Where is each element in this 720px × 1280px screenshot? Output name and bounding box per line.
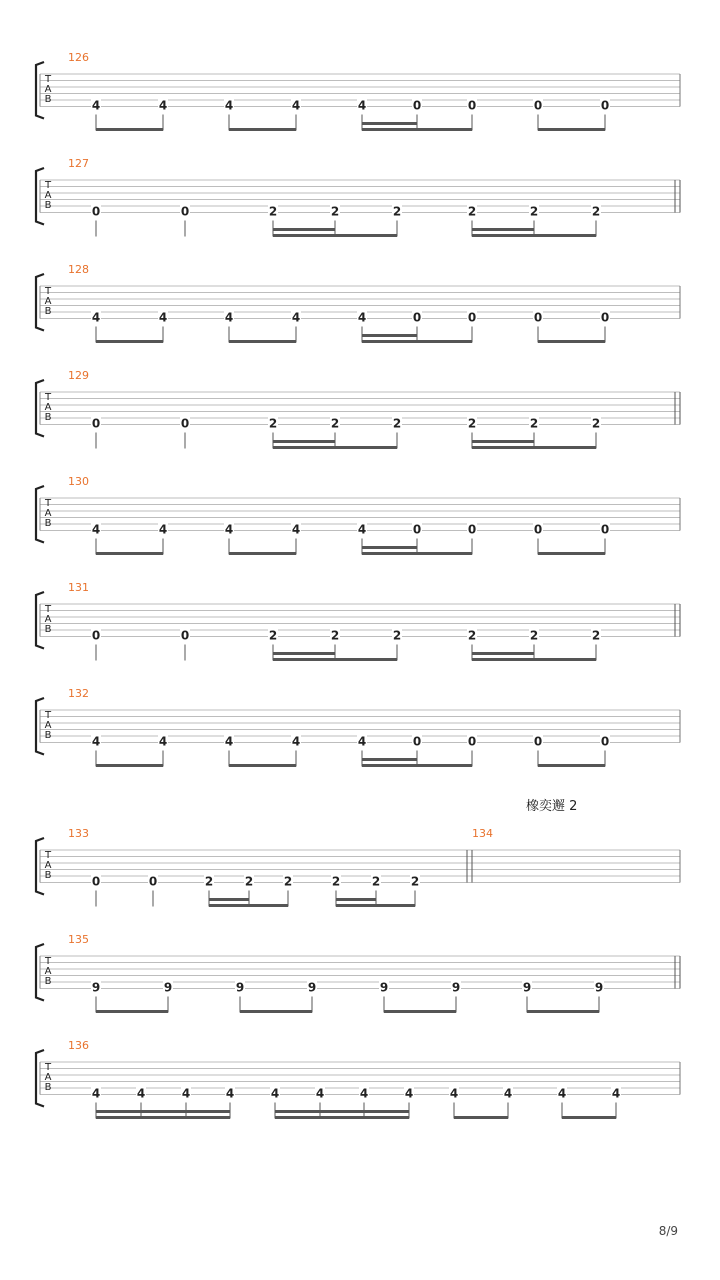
fret-number: 4 xyxy=(291,310,301,325)
section-label: 橡奕邂 2 xyxy=(526,799,578,814)
fret-number: 2 xyxy=(268,204,278,219)
fret-number: 2 xyxy=(591,628,601,643)
fret-number: 2 xyxy=(467,204,477,219)
measure-number: 135 xyxy=(68,933,89,946)
tab-clef-t: T xyxy=(44,286,52,297)
tab-clef-a: A xyxy=(44,402,52,413)
fret-number: 9 xyxy=(451,980,461,995)
fret-number: 4 xyxy=(291,522,301,537)
fret-number: 4 xyxy=(91,522,101,537)
fret-number: 2 xyxy=(529,416,539,431)
tab-clef-t: T xyxy=(44,956,52,967)
tab-clef-a: A xyxy=(44,860,52,871)
fret-number: 0 xyxy=(412,98,422,113)
fret-number: 4 xyxy=(224,310,234,325)
fret-number: 2 xyxy=(330,204,340,219)
fret-number: 2 xyxy=(467,416,477,431)
fret-number: 9 xyxy=(91,980,101,995)
fret-number: 4 xyxy=(181,1086,191,1101)
tab-clef-b: B xyxy=(44,1082,52,1093)
fret-number: 9 xyxy=(379,980,389,995)
measure-number: 134 xyxy=(472,827,493,840)
tab-system-132 xyxy=(36,687,680,767)
fret-number: 4 xyxy=(315,1086,325,1101)
fret-number: 0 xyxy=(467,310,477,325)
fret-number: 0 xyxy=(91,874,101,889)
tab-clef-t: T xyxy=(44,710,52,721)
fret-number: 4 xyxy=(357,310,367,325)
fret-number: 4 xyxy=(270,1086,280,1101)
tab-clef-b: B xyxy=(44,624,52,635)
measure-number: 133 xyxy=(68,827,89,840)
fret-number: 0 xyxy=(467,522,477,537)
fret-number: 0 xyxy=(533,98,543,113)
fret-number: 2 xyxy=(268,628,278,643)
tab-clef-b: B xyxy=(44,870,52,881)
fret-number: 2 xyxy=(204,874,214,889)
tab-clef-t: T xyxy=(44,1062,52,1073)
fret-number: 9 xyxy=(163,980,173,995)
fret-number: 4 xyxy=(158,734,168,749)
tab-clef-t: T xyxy=(44,850,52,861)
tab-system-128 xyxy=(36,263,680,343)
fret-number: 0 xyxy=(180,416,190,431)
fret-number: 2 xyxy=(529,204,539,219)
fret-number: 4 xyxy=(158,98,168,113)
fret-number: 4 xyxy=(357,522,367,537)
fret-number: 4 xyxy=(136,1086,146,1101)
fret-number: 2 xyxy=(283,874,293,889)
measure-number: 128 xyxy=(68,263,89,276)
fret-number: 4 xyxy=(158,522,168,537)
measure-number: 126 xyxy=(68,51,89,64)
tab-system-135 xyxy=(36,933,680,1013)
tab-clef-b: B xyxy=(44,94,52,105)
fret-number: 0 xyxy=(600,98,610,113)
tab-system-133 xyxy=(36,798,680,907)
page-number: 8/9 xyxy=(658,1224,678,1238)
tab-system-129 xyxy=(36,369,680,449)
tab-clef-b: B xyxy=(44,412,52,423)
fret-number: 4 xyxy=(357,98,367,113)
fret-number: 0 xyxy=(600,310,610,325)
fret-number: 4 xyxy=(91,1086,101,1101)
fret-number: 2 xyxy=(244,874,254,889)
measure-number: 131 xyxy=(68,581,89,594)
tab-clef-b: B xyxy=(44,306,52,317)
tab-clef-a: A xyxy=(44,296,52,307)
fret-number: 2 xyxy=(392,416,402,431)
fret-number: 2 xyxy=(330,416,340,431)
tab-clef-a: A xyxy=(44,720,52,731)
tab-system-131 xyxy=(36,581,680,661)
fret-number: 9 xyxy=(522,980,532,995)
fret-number: 2 xyxy=(268,416,278,431)
fret-number: 2 xyxy=(410,874,420,889)
fret-number: 0 xyxy=(533,734,543,749)
tab-clef-a: A xyxy=(44,614,52,625)
fret-number: 4 xyxy=(91,734,101,749)
tab-clef-t: T xyxy=(44,498,52,509)
fret-number: 0 xyxy=(533,310,543,325)
fret-number: 4 xyxy=(291,98,301,113)
fret-number: 2 xyxy=(371,874,381,889)
tab-system-126 xyxy=(36,51,680,131)
fret-number: 0 xyxy=(180,204,190,219)
measure-number: 127 xyxy=(68,157,89,170)
fret-number: 4 xyxy=(224,98,234,113)
tab-clef-t: T xyxy=(44,604,52,615)
fret-number: 0 xyxy=(91,628,101,643)
fret-number: 2 xyxy=(330,628,340,643)
tab-clef-a: A xyxy=(44,190,52,201)
fret-number: 4 xyxy=(557,1086,567,1101)
tab-clef-t: T xyxy=(44,180,52,191)
fret-number: 2 xyxy=(392,204,402,219)
fret-number: 0 xyxy=(467,98,477,113)
fret-number: 4 xyxy=(404,1086,414,1101)
fret-number: 0 xyxy=(600,522,610,537)
fret-number: 4 xyxy=(224,734,234,749)
fret-number: 0 xyxy=(91,204,101,219)
fret-number: 4 xyxy=(224,522,234,537)
fret-number: 2 xyxy=(331,874,341,889)
tab-system-136 xyxy=(36,1039,680,1119)
fret-number: 0 xyxy=(180,628,190,643)
measure-number: 129 xyxy=(68,369,89,382)
fret-number: 4 xyxy=(225,1086,235,1101)
tab-clef-a: A xyxy=(44,966,52,977)
fret-number: 4 xyxy=(91,310,101,325)
tab-clef-t: T xyxy=(44,74,52,85)
fret-number: 9 xyxy=(307,980,317,995)
fret-number: 4 xyxy=(91,98,101,113)
fret-number: 4 xyxy=(359,1086,369,1101)
fret-number: 9 xyxy=(594,980,604,995)
tab-clef-b: B xyxy=(44,200,52,211)
fret-number: 0 xyxy=(148,874,158,889)
measure-number: 130 xyxy=(68,475,89,488)
fret-number: 0 xyxy=(600,734,610,749)
fret-number: 4 xyxy=(357,734,367,749)
fret-number: 0 xyxy=(533,522,543,537)
tab-system-127 xyxy=(36,157,680,237)
fret-number: 0 xyxy=(467,734,477,749)
measure-number: 132 xyxy=(68,687,89,700)
tab-clef-a: A xyxy=(44,84,52,95)
tab-clef-a: A xyxy=(44,1072,52,1083)
fret-number: 2 xyxy=(591,204,601,219)
fret-number: 2 xyxy=(591,416,601,431)
fret-number: 2 xyxy=(392,628,402,643)
tab-clef-b: B xyxy=(44,730,52,741)
tab-clef-t: T xyxy=(44,392,52,403)
tab-system-130 xyxy=(36,475,680,555)
fret-number: 4 xyxy=(449,1086,459,1101)
tab-clef-b: B xyxy=(44,976,52,987)
fret-number: 4 xyxy=(503,1086,513,1101)
fret-number: 4 xyxy=(158,310,168,325)
fret-number: 2 xyxy=(529,628,539,643)
fret-number: 0 xyxy=(412,522,422,537)
fret-number: 4 xyxy=(291,734,301,749)
measure-number: 136 xyxy=(68,1039,89,1052)
fret-number: 0 xyxy=(412,734,422,749)
fret-number: 9 xyxy=(235,980,245,995)
tab-clef-a: A xyxy=(44,508,52,519)
tab-clef-b: B xyxy=(44,518,52,529)
fret-number: 4 xyxy=(611,1086,621,1101)
fret-number: 0 xyxy=(412,310,422,325)
fret-number: 0 xyxy=(91,416,101,431)
fret-number: 2 xyxy=(467,628,477,643)
